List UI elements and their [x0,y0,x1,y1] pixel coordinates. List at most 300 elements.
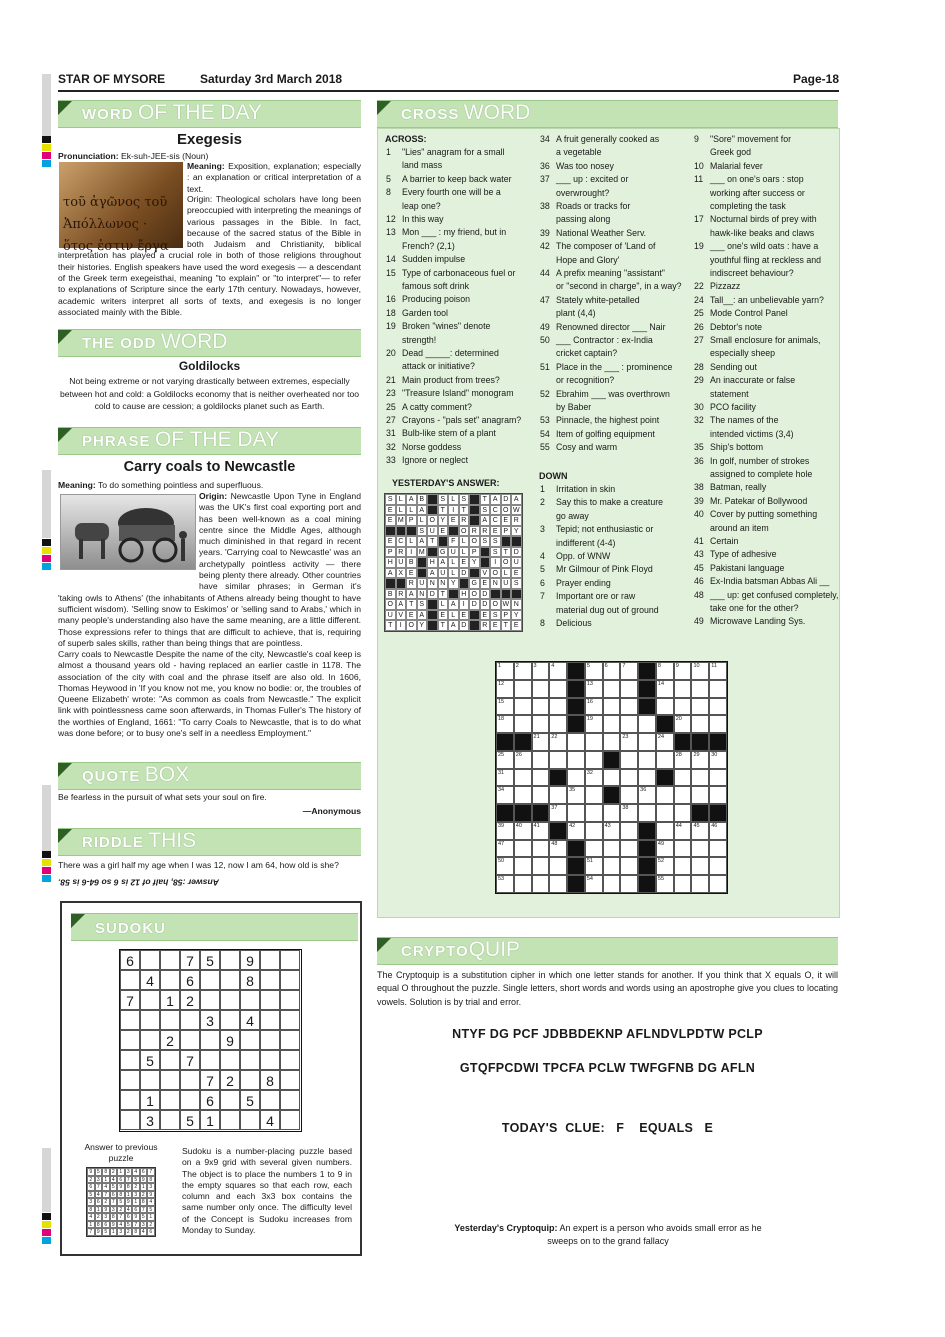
cryptoquip-intro: The Cryptoquip is a substitution cipher in which one letter stands for another. If you think that X equals O, it will equal O throughout the puzzle. Single letters, short words and words using an apostrophe give you clues to locating vowels. Solution is by trial and error. [377,970,838,1007]
crossword-cell[interactable] [496,822,514,840]
sudoku-cell[interactable] [180,1070,200,1090]
crossword-cell[interactable] [585,662,603,680]
crossword-cell[interactable] [674,715,692,733]
color-mark [42,547,51,554]
clue-text: leap one? [402,200,441,211]
crossword-cell[interactable] [603,804,621,822]
sudoku-cell[interactable]: 3 [140,1110,160,1130]
crossword-cell[interactable] [514,751,532,769]
crossword-cell[interactable] [620,822,638,840]
crossword-cell[interactable] [532,857,550,875]
clue-line [540,173,690,186]
crossword-cell [638,698,656,716]
sudoku-cell[interactable]: 1 [140,1090,160,1110]
sudoku-cell[interactable] [120,1010,140,1030]
crossword-cell[interactable] [656,857,674,875]
crossword-cell[interactable] [567,822,585,840]
crossword-cell[interactable] [603,840,621,858]
sudoku-cell[interactable]: 7 [200,1070,220,1090]
clue-number: 38 [694,482,704,493]
crossword-cell[interactable] [549,875,567,893]
crossword-cell[interactable] [514,857,532,875]
crossword-cell[interactable] [532,751,550,769]
crossword-cell[interactable] [567,804,585,822]
answer-cell: N [427,578,438,589]
crossword-cell[interactable] [514,822,532,840]
crossword-cell[interactable] [674,769,692,787]
sudoku-cell[interactable] [260,1090,280,1110]
sudoku-cell[interactable] [120,1090,140,1110]
cell-number: 12 [498,680,505,687]
crossword-cell[interactable] [656,662,674,680]
crossword-cell[interactable] [709,840,727,858]
crossword-cell[interactable] [638,786,656,804]
sudoku-cell[interactable] [280,970,300,990]
crossword-cell[interactable] [603,680,621,698]
crossword-cell[interactable] [620,715,638,733]
crossword-cell[interactable] [567,733,585,751]
answer-cell: B [406,557,417,568]
crossword-cell[interactable] [709,751,727,769]
sudoku-cell[interactable] [200,1030,220,1050]
clue-number: 23 [386,388,396,399]
answer-cell: L [459,536,470,547]
sudoku-cell[interactable] [120,1070,140,1090]
clue-line [694,321,834,334]
clue-text: In golf, number of strokes [710,455,810,466]
crossword-cell[interactable] [585,804,603,822]
color-mark [42,563,51,570]
sudoku-cell[interactable] [200,970,220,990]
sudoku-cell[interactable]: 9 [220,1030,240,1050]
sudoku-cell[interactable] [220,1110,240,1130]
answer-cell: S [385,494,396,505]
answer-cell: T [438,620,449,631]
crossword-cell[interactable] [620,698,638,716]
crossword-cell[interactable] [656,822,674,840]
clue-text: Ebrahim ___ was overthrown [556,388,670,399]
crossword-cell[interactable] [620,875,638,893]
crossword-cell[interactable] [674,875,692,893]
clue-line [386,374,536,387]
sudoku-cell[interactable] [260,1010,280,1030]
sudoku-cell[interactable] [180,1030,200,1050]
crossword-cell[interactable] [585,786,603,804]
word-meaning: Meaning: Exposition, explanation; especially : an explanation or critical interpretation of a text. [187,161,361,194]
sudoku-cell[interactable]: 2 [160,1030,180,1050]
crossword-cell[interactable] [549,698,567,716]
crossword-cell[interactable] [496,857,514,875]
crossword-cell[interactable] [691,786,709,804]
crossword-cell[interactable] [585,751,603,769]
crossword-cell[interactable] [709,857,727,875]
sudoku-cell[interactable] [280,1070,300,1090]
crossword-cell[interactable] [585,698,603,716]
sudoku-cell[interactable]: 8 [240,970,260,990]
crossword-cell[interactable] [709,875,727,893]
crossword-cell[interactable] [656,804,674,822]
clue-text: Place in the ___ : prominence [556,361,673,372]
crossword-cell[interactable] [656,680,674,698]
sudoku-prev-cell: 9 [110,1221,118,1229]
color-mark [42,1229,51,1236]
answer-cell [438,536,449,547]
clue-text: Say this to make a creature [556,497,664,508]
sudoku-cell[interactable] [220,1050,240,1070]
sudoku-cell[interactable] [160,1110,180,1130]
answer-cell: R [406,578,417,589]
sudoku-cell[interactable] [280,990,300,1010]
answer-cell: A [427,568,438,579]
sudoku-cell[interactable]: 7 [180,950,200,970]
clue-line [386,226,536,239]
crossword-cell[interactable] [709,822,727,840]
sudoku-prev-cell: 7 [95,1183,103,1191]
crossword-cell[interactable] [674,751,692,769]
answer-cell: U [511,557,522,568]
clue-line [386,253,536,266]
sudoku-cell[interactable] [120,1110,140,1130]
crossword-cell[interactable] [674,840,692,858]
sudoku-cell[interactable] [280,1090,300,1110]
sudoku-prev-cell: 7 [147,1168,155,1176]
sudoku-cell[interactable] [240,1070,260,1090]
crossword-cell[interactable] [620,751,638,769]
crossword-cell[interactable] [709,662,727,680]
crossword-cell[interactable] [496,769,514,787]
sudoku-cell[interactable]: 6 [120,950,140,970]
crossword-cell[interactable] [674,786,692,804]
answer-cell: C [396,536,407,547]
sudoku-cell[interactable] [260,1050,280,1070]
crossword-cell [549,822,567,840]
sudoku-cell[interactable] [200,1050,220,1070]
sudoku-cell[interactable] [120,970,140,990]
sudoku-cell[interactable] [160,1090,180,1110]
sudoku-cell[interactable]: 4 [260,1110,280,1130]
sudoku-cell[interactable] [220,970,240,990]
answer-cell: O [490,568,501,579]
crossword-cell[interactable] [674,804,692,822]
sudoku-cell[interactable] [280,950,300,970]
sudoku-cell[interactable]: 9 [240,950,260,970]
crossword-cell[interactable] [532,698,550,716]
sudoku-cell[interactable] [280,1050,300,1070]
sudoku-prev-cell: 2 [140,1191,148,1199]
crossword-cell[interactable] [709,786,727,804]
crossword-cell[interactable] [709,698,727,716]
sudoku-cell[interactable]: 2 [220,1070,240,1090]
sudoku-cell[interactable] [240,1050,260,1070]
crossword-cell[interactable] [514,875,532,893]
crossword-cell[interactable] [549,733,567,751]
clue-text: Cosy and warm [556,442,618,453]
sudoku-cell[interactable] [160,1070,180,1090]
answer-cell: A [417,610,428,621]
crossword-cell[interactable] [691,680,709,698]
crossword-cell[interactable] [656,875,674,893]
sudoku-cell[interactable]: 1 [200,1110,220,1130]
crossword-cell[interactable] [674,698,692,716]
sudoku-cell[interactable]: 7 [180,1050,200,1070]
crossword-cell[interactable] [549,804,567,822]
crossword-cell[interactable] [585,733,603,751]
crossword-cell[interactable] [656,786,674,804]
sudoku-cell[interactable] [240,1030,260,1050]
sudoku-cell[interactable] [160,1050,180,1070]
sudoku-cell[interactable] [160,950,180,970]
sudoku-cell[interactable] [160,970,180,990]
sudoku-cell[interactable]: 7 [120,990,140,1010]
clue-number: 48 [694,589,704,600]
crossword-cell[interactable] [709,715,727,733]
clue-number: 52 [540,388,550,399]
sudoku-cell[interactable] [140,990,160,1010]
crossword-cell[interactable] [656,733,674,751]
crossword-cell[interactable] [620,662,638,680]
crossword-cell [656,769,674,787]
clue-number: 38 [540,201,550,211]
crossword-cell[interactable] [603,857,621,875]
clue-text: The names of the [710,415,779,426]
crossword-cell[interactable] [603,715,621,733]
cell-number: 38 [622,805,629,812]
crossword-cell[interactable] [496,840,514,858]
crossword-cell[interactable] [549,840,567,858]
sudoku-cell[interactable] [260,970,280,990]
crossword-cell[interactable] [674,680,692,698]
crossword-cell[interactable] [549,751,567,769]
answer-cell: T [501,547,512,558]
sudoku-cell[interactable]: 5 [140,1050,160,1070]
crossword-cell[interactable] [496,662,514,680]
crossword-cell[interactable] [674,857,692,875]
sudoku-cell[interactable]: 6 [180,970,200,990]
crossword-cell[interactable] [691,822,709,840]
crossword-cell[interactable] [620,786,638,804]
crossword-cell[interactable] [620,804,638,822]
crossword-cell[interactable] [514,786,532,804]
sudoku-prev-cell: 4 [95,1191,103,1199]
crossword-cell[interactable] [620,840,638,858]
clue-line [386,387,536,400]
crossword-cell[interactable] [585,840,603,858]
crossword-cell[interactable] [532,875,550,893]
crossword-cell[interactable] [514,680,532,698]
crossword-cell[interactable] [709,680,727,698]
crossword-cell[interactable] [691,857,709,875]
answer-cell: A [438,557,449,568]
clue-line [540,160,690,173]
crossword-cell[interactable] [532,715,550,733]
answer-cell: A [480,515,491,526]
crossword-cell[interactable] [603,822,621,840]
crossword-cell[interactable] [532,662,550,680]
sudoku-cell[interactable] [220,990,240,1010]
crossword-cell[interactable] [603,769,621,787]
sudoku-cell[interactable] [220,1090,240,1110]
sudoku-cell[interactable]: 5 [240,1090,260,1110]
crossword-cell[interactable] [674,662,692,680]
clue-line [540,321,690,334]
sudoku-cell[interactable] [180,1010,200,1030]
crossword-cell[interactable] [638,715,656,733]
sudoku-cell[interactable] [280,1030,300,1050]
cryptoquip-clue: TODAY'S CLUE: F EQUALS E [501,1121,714,1135]
sudoku-cell[interactable] [280,1110,300,1130]
crossword-cell[interactable] [620,857,638,875]
answer-cell: Y [511,526,522,537]
crossword-cell[interactable] [549,715,567,733]
clue-text: Type of adhesive [710,549,777,560]
crossword-cell[interactable] [549,680,567,698]
crossword-cell[interactable] [496,680,514,698]
crossword-cell[interactable] [549,786,567,804]
crossword-cell[interactable] [549,857,567,875]
crossword-cell[interactable] [691,662,709,680]
odd-word-banner: THE ODD WORD [58,329,361,357]
crossword-cell[interactable] [656,698,674,716]
sudoku-cell[interactable] [240,1110,260,1130]
sudoku-cell[interactable] [260,1030,280,1050]
crossword-cell[interactable] [656,840,674,858]
answer-cell: L [459,547,470,558]
crossword-cell[interactable] [514,769,532,787]
crossword-cell[interactable] [620,733,638,751]
clue-text: Certain [710,536,739,546]
clue-number: 34 [540,134,550,144]
color-mark [42,555,51,562]
crossword-cell[interactable] [496,875,514,893]
crossword-cell[interactable] [496,786,514,804]
crossword-cell[interactable] [567,769,585,787]
crossword-cell[interactable] [603,698,621,716]
cell-number: 31 [498,769,505,776]
crossword-cell[interactable] [532,733,550,751]
sudoku-cell[interactable] [140,1010,160,1030]
sudoku-cell[interactable] [140,950,160,970]
crossword-cell[interactable] [603,875,621,893]
clue-number: 41 [694,536,704,546]
clue-line [694,213,834,226]
answer-cell: D [480,599,491,610]
clue-text: Stately white-petalled [556,294,640,305]
crossword-cell[interactable] [620,769,638,787]
crossword-cell[interactable] [496,698,514,716]
crossword-cell[interactable] [638,804,656,822]
crossword-cell[interactable] [691,715,709,733]
crossword-cell[interactable] [585,857,603,875]
sudoku-cell[interactable] [220,950,240,970]
clue-line [694,307,834,320]
crossword-cell[interactable] [656,751,674,769]
sudoku-cell[interactable] [140,1070,160,1090]
sudoku-cell[interactable] [260,990,280,1010]
sudoku-cell[interactable]: 2 [180,990,200,1010]
sudoku-cell[interactable] [220,1010,240,1030]
crossword-cell[interactable] [496,715,514,733]
sudoku-cell[interactable]: 8 [260,1070,280,1090]
sudoku-cell[interactable]: 1 [160,990,180,1010]
crossword-cell[interactable] [638,751,656,769]
crossword-cell[interactable] [585,875,603,893]
crossword-cell[interactable] [674,822,692,840]
crossword-cell[interactable] [638,769,656,787]
answer-cell [385,578,396,589]
crossword-cell[interactable] [691,840,709,858]
sudoku-cell[interactable]: 5 [180,1110,200,1130]
crossword-cell[interactable] [585,769,603,787]
clue-number: 6 [540,577,545,588]
sudoku-cell[interactable]: 4 [140,970,160,990]
sudoku-cell[interactable] [140,1030,160,1050]
crossword-cell[interactable] [532,840,550,858]
sudoku-cell[interactable]: 4 [240,1010,260,1030]
crossword-cell[interactable] [585,680,603,698]
crossword-cell[interactable] [691,875,709,893]
answer-cell: E [459,557,470,568]
answer-cell: E [385,536,396,547]
crossword-cell[interactable] [585,715,603,733]
answer-cell: O [501,505,512,516]
sudoku-previous-answer [86,1167,156,1237]
crossword-cell[interactable] [514,662,532,680]
crossword-cell[interactable] [549,662,567,680]
crossword-cell[interactable] [691,698,709,716]
sudoku-cell[interactable] [260,950,280,970]
crossword-cell[interactable] [603,662,621,680]
flow-spacer [58,491,199,583]
sudoku-cell[interactable] [240,990,260,1010]
crossword-cell[interactable] [691,769,709,787]
sudoku-cell[interactable] [120,1030,140,1050]
color-mark [42,859,51,866]
crossword-cell[interactable] [567,786,585,804]
sudoku-cell[interactable]: 5 [200,950,220,970]
crossword-cell[interactable] [532,822,550,840]
crossword-cell[interactable] [620,680,638,698]
sudoku-cell[interactable] [160,1010,180,1030]
sudoku-prev-cell: 6 [147,1228,155,1236]
sudoku-cell[interactable] [180,1090,200,1110]
sudoku-cell[interactable] [280,1010,300,1030]
clue-line [386,213,536,226]
clue-line [540,563,690,576]
crossword-cell[interactable] [709,769,727,787]
crossword-cell[interactable] [496,751,514,769]
cell-number: 25 [498,751,505,758]
crossword-cell[interactable] [514,715,532,733]
crossword-cell[interactable] [603,733,621,751]
sudoku-cell[interactable] [120,1050,140,1070]
crossword-cell[interactable] [567,751,585,769]
crossword-cell[interactable] [585,822,603,840]
sudoku-cell[interactable] [200,990,220,1010]
crossword-cell[interactable] [691,751,709,769]
sudoku-cell[interactable]: 6 [200,1090,220,1110]
crossword-cell[interactable] [514,840,532,858]
sudoku-prev-cell: 9 [125,1198,133,1206]
crossword-cell[interactable] [514,698,532,716]
sudoku-cell[interactable]: 3 [200,1010,220,1030]
crossword-cell[interactable] [532,680,550,698]
clue-line [386,280,536,293]
clue-line [540,388,690,401]
crossword-cell[interactable] [532,769,550,787]
crossword-cell[interactable] [638,733,656,751]
crossword-cell [638,822,656,840]
crossword-cell[interactable] [532,786,550,804]
